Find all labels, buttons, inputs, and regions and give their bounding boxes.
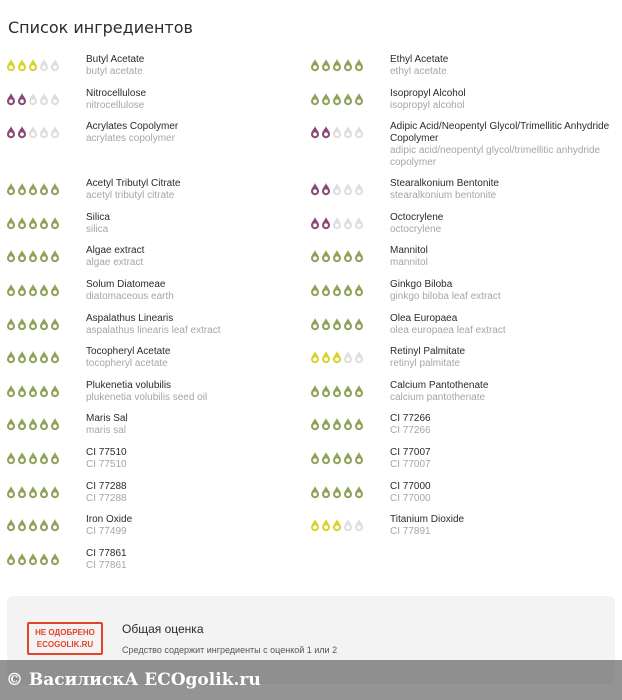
ingredient-name[interactable]: Solum Diatomeae [86,278,166,290]
rating-drop-icon [321,283,331,297]
stamp-line-1: НЕ ОДОБРЕНО [35,628,95,637]
rating-drop-icon [28,182,38,196]
ingredient-name[interactable]: CI 77266 [390,413,431,425]
ingredient-inci-name: maris sal [86,425,127,437]
safety-rating [310,313,390,337]
ingredients-left-column [6,54,306,581]
safety-rating [6,88,86,112]
rating-drop-icon [354,451,364,465]
ingredient-row[interactable] [6,346,306,380]
rating-drop-icon [310,283,320,297]
rating-drop-icon [50,182,60,196]
ingredient-inci-name: CI 77510 [86,458,127,470]
rating-drop-icon [310,58,320,72]
safety-rating [310,121,390,145]
rating-drop-icon [6,317,16,331]
ingredient-name[interactable]: Iron Oxide [86,514,133,526]
rating-drop-icon [6,417,16,431]
rating-drop-icon [332,249,342,263]
rating-drop-icon [50,518,60,532]
ingredient-inci-name: CI 77266 [390,425,431,437]
safety-rating [6,313,86,337]
ingredient-inci-name: olea europaea leaf extract [390,324,506,336]
rating-drop-icon [354,485,364,499]
rating-drop-icon [39,216,49,230]
rating-drop-icon [17,283,27,297]
ingredient-row[interactable] [310,245,620,279]
rating-drop-icon [354,92,364,106]
rating-drop-icon [17,317,27,331]
page-title: Список ингредиентов [8,18,193,37]
ingredient-row[interactable] [310,88,620,122]
ingredient-row[interactable] [6,380,306,414]
rating-drop-icon [332,182,342,196]
rating-drop-icon [50,485,60,499]
rating-drop-icon [6,552,16,566]
ingredient-name[interactable]: Aspalathus Linearis [86,312,174,324]
rating-drop-icon [310,485,320,499]
ingredient-name[interactable]: Isopropyl Alcohol [390,87,466,99]
rating-drop-icon [343,384,353,398]
rating-drop-icon [6,125,16,139]
safety-rating [310,346,390,370]
rating-drop-icon [28,451,38,465]
rating-drop-icon [17,92,27,106]
rating-drop-icon [310,417,320,431]
ingredient-name[interactable]: Stearalkonium Bentonite [390,178,499,190]
rating-drop-icon [28,417,38,431]
ingredient-inci-name: mannitol [390,257,428,269]
rating-drop-icon [28,317,38,331]
rating-drop-icon [39,317,49,331]
rating-drop-icon [50,451,60,465]
ingredient-row[interactable] [310,413,620,447]
safety-rating [310,380,390,404]
rating-drop-icon [332,317,342,331]
ingredient-row[interactable] [310,313,620,347]
rating-drop-icon [28,58,38,72]
ingredient-name[interactable]: Olea Europaea [390,312,458,324]
rating-drop-icon [321,317,331,331]
ingredient-name[interactable]: Acetyl Tributyl Citrate [86,178,181,190]
rating-drop-icon [332,384,342,398]
ingredient-inci-name: acrylates copolymer [86,133,175,145]
ingredient-name[interactable]: Plukenetia volubilis [86,379,172,391]
rating-drop-icon [50,249,60,263]
rating-drop-icon [17,417,27,431]
rating-drop-icon [310,384,320,398]
rating-drop-icon [17,451,27,465]
ingredient-inci-name: CI 77288 [86,492,127,504]
rating-drop-icon [332,58,342,72]
safety-rating [6,413,86,437]
rating-drop-icon [6,182,16,196]
ingredient-inci-name: plukenetia volubilis seed oil [86,391,208,403]
rating-drop-icon [343,283,353,297]
rating-drop-icon [343,92,353,106]
rating-drop-icon [17,58,27,72]
ingredient-name[interactable]: Algae extract [86,245,145,257]
overall-rating-text: Средство содержит ингредиенты с оценкой 1 или 2 [122,645,338,655]
ingredient-name[interactable]: CI 77510 [86,446,127,458]
rating-drop-icon [39,350,49,364]
rating-drop-icon [354,317,364,331]
safety-rating [6,481,86,505]
rating-drop-icon [310,182,320,196]
rating-drop-icon [343,350,353,364]
ingredient-row[interactable] [310,514,620,548]
rating-drop-icon [6,216,16,230]
rating-drop-icon [354,384,364,398]
rating-drop-icon [310,92,320,106]
safety-rating [6,178,86,202]
safety-rating [6,245,86,269]
ingredient-inci-name: diatomaceous earth [86,290,174,302]
rating-drop-icon [321,451,331,465]
safety-rating [310,245,390,269]
rating-drop-icon [354,125,364,139]
ingredient-inci-name: CI 77861 [86,559,127,571]
rating-drop-icon [28,384,38,398]
rating-drop-icon [39,283,49,297]
rating-drop-icon [354,283,364,297]
rating-drop-icon [28,283,38,297]
rating-drop-icon [39,451,49,465]
ingredient-row[interactable] [310,121,620,178]
rating-drop-icon [6,485,16,499]
rating-drop-icon [28,350,38,364]
rating-drop-icon [6,283,16,297]
rating-drop-icon [28,249,38,263]
rating-drop-icon [321,485,331,499]
ingredient-row[interactable] [6,514,306,548]
ingredient-row[interactable] [6,279,306,313]
ingredient-inci-name: algae extract [86,257,144,269]
rating-drop-icon [332,92,342,106]
safety-rating [310,54,390,78]
rating-drop-icon [321,58,331,72]
ingredient-row[interactable] [6,121,306,178]
rating-drop-icon [17,216,27,230]
safety-rating [6,380,86,404]
rating-drop-icon [343,451,353,465]
ingredient-name[interactable]: Tocopheryl Acetate [86,346,171,358]
ingredient-name[interactable]: Ethyl Acetate [390,54,449,65]
ingredient-name[interactable]: Maris Sal [86,413,128,425]
rating-drop-icon [310,518,320,532]
rating-drop-icon [6,384,16,398]
ingredient-row[interactable] [310,178,620,212]
ingredient-inci-name: calcium pantothenate [390,391,486,403]
rating-drop-icon [50,92,60,106]
ingredient-inci-name: CI 77007 [390,458,431,470]
ingredient-inci-name: adipic acid/neopentyl glycol/trimellitic anhydride copolymer [390,145,601,169]
ingredients-right-column [310,54,620,548]
ingredient-row[interactable] [310,54,620,88]
rating-drop-icon [310,216,320,230]
safety-rating [6,54,86,78]
rating-drop-icon [50,317,60,331]
rating-drop-icon [354,417,364,431]
rating-drop-icon [39,518,49,532]
stamp-line-2: ECOGOLIK.RU [36,640,94,649]
ingredient-name[interactable]: Mannitol [390,245,428,257]
rating-drop-icon [17,485,27,499]
rating-drop-icon [321,92,331,106]
rating-drop-icon [6,518,16,532]
ingredient-name[interactable]: Adipic Acid/Neopentyl Glycol/Trimellitic Anhydride Copolymer [390,121,610,145]
safety-rating [310,447,390,471]
ingredient-row[interactable] [6,88,306,122]
rating-drop-icon [17,125,27,139]
ingredient-name[interactable]: CI 77288 [86,480,127,492]
ingredient-inci-name: CI 77000 [390,492,431,504]
rating-drop-icon [354,58,364,72]
ingredient-inci-name: octocrylene [390,223,442,235]
rating-drop-icon [50,283,60,297]
rating-drop-icon [39,485,49,499]
rating-drop-icon [39,552,49,566]
rating-drop-icon [343,249,353,263]
ingredient-name[interactable]: Octocrylene [390,211,444,223]
safety-rating [310,481,390,505]
ingredient-name[interactable]: Titanium Dioxide [390,514,465,526]
rating-drop-icon [50,216,60,230]
rating-drop-icon [50,58,60,72]
ingredient-row[interactable] [6,178,306,212]
rating-drop-icon [343,417,353,431]
rating-drop-icon [310,451,320,465]
ingredient-inci-name: aspalathus linearis leaf extract [86,324,221,336]
rating-drop-icon [6,92,16,106]
rating-drop-icon [28,552,38,566]
ingredient-inci-name: tocopheryl acetate [86,358,168,370]
rating-drop-icon [343,317,353,331]
ingredient-name[interactable]: CI 77007 [390,446,431,458]
rating-drop-icon [39,58,49,72]
rating-drop-icon [321,125,331,139]
ingredient-inci-name: isopropyl alcohol [390,99,465,111]
rating-drop-icon [321,182,331,196]
ingredient-name[interactable]: Acrylates Copolymer [86,121,179,133]
rating-drop-icon [6,350,16,364]
rating-drop-icon [332,125,342,139]
ingredient-row[interactable] [6,313,306,347]
rating-drop-icon [332,518,342,532]
safety-rating [310,178,390,202]
rating-drop-icon [28,92,38,106]
rating-drop-icon [28,518,38,532]
safety-rating [6,514,86,538]
rating-drop-icon [332,417,342,431]
rating-drop-icon [17,552,27,566]
ingredient-row[interactable] [6,245,306,279]
watermark: © ВасилискА ECOgolik.ru [0,660,622,700]
rating-drop-icon [6,58,16,72]
rating-drop-icon [332,283,342,297]
safety-rating [6,121,86,145]
rating-drop-icon [28,485,38,499]
rating-drop-icon [343,216,353,230]
rating-drop-icon [354,518,364,532]
safety-rating [6,279,86,303]
ingredient-row[interactable] [310,346,620,380]
ingredient-inci-name: ginkgo biloba leaf extract [390,290,501,302]
ingredient-name[interactable]: Ginkgo Biloba [390,278,453,290]
rating-drop-icon [39,249,49,263]
rating-drop-icon [310,249,320,263]
rating-drop-icon [332,451,342,465]
ingredient-row[interactable] [6,212,306,246]
ingredient-row[interactable] [310,380,620,414]
safety-rating [310,413,390,437]
rating-drop-icon [6,451,16,465]
rating-drop-icon [332,485,342,499]
rating-drop-icon [17,384,27,398]
rating-drop-icon [321,350,331,364]
rating-drop-icon [310,317,320,331]
ingredient-inci-name: retinyl palmitate [390,358,461,370]
ingredient-row[interactable] [310,279,620,313]
rating-drop-icon [39,182,49,196]
ingredient-row[interactable] [6,54,306,88]
rating-drop-icon [50,417,60,431]
rating-drop-icon [354,249,364,263]
ingredient-row[interactable] [310,212,620,246]
rating-drop-icon [17,182,27,196]
ingredient-name[interactable]: Calcium Pantothenate [390,379,489,391]
ingredient-row[interactable] [6,548,306,582]
rating-drop-icon [39,417,49,431]
ingredient-row[interactable] [310,447,620,481]
rating-drop-icon [343,125,353,139]
ingredient-inci-name: nitrocellulose [86,99,145,111]
rating-drop-icon [321,249,331,263]
ingredient-inci-name: acetyl tributyl citrate [86,190,175,202]
rating-drop-icon [17,350,27,364]
safety-rating [310,88,390,112]
rating-drop-icon [343,58,353,72]
ingredient-name[interactable]: Butyl Acetate [86,54,145,65]
rating-drop-icon [50,125,60,139]
rating-drop-icon [343,182,353,196]
safety-rating [6,548,86,572]
rating-drop-icon [50,350,60,364]
ingredient-row[interactable] [6,447,306,481]
rating-drop-icon [17,249,27,263]
rating-drop-icon [332,350,342,364]
rating-drop-icon [332,216,342,230]
ingredient-name[interactable]: Silica [86,211,110,223]
safety-rating [6,346,86,370]
rating-drop-icon [39,384,49,398]
ingredient-row[interactable] [6,481,306,515]
rating-drop-icon [321,384,331,398]
overall-rating-title: Общая оценка [122,622,204,636]
safety-rating [310,514,390,538]
safety-rating [310,279,390,303]
ingredient-inci-name: ethyl acetate [390,66,447,77]
safety-rating [6,212,86,236]
ingredient-inci-name: stearalkonium bentonite [390,190,497,202]
not-approved-stamp [27,622,103,655]
rating-drop-icon [310,125,320,139]
rating-drop-icon [50,384,60,398]
rating-drop-icon [28,216,38,230]
ingredient-inci-name: CI 77499 [86,526,127,538]
ingredient-inci-name: silica [86,223,109,235]
safety-rating [310,212,390,236]
ingredient-inci-name: CI 77891 [390,526,431,538]
ingredient-inci-name: butyl acetate [86,66,143,77]
rating-drop-icon [28,125,38,139]
rating-drop-icon [354,216,364,230]
ingredient-row[interactable] [6,413,306,447]
rating-drop-icon [50,552,60,566]
rating-drop-icon [321,216,331,230]
rating-drop-icon [6,249,16,263]
rating-drop-icon [17,518,27,532]
rating-drop-icon [39,92,49,106]
rating-drop-icon [343,485,353,499]
rating-drop-icon [39,125,49,139]
rating-drop-icon [343,518,353,532]
safety-rating [6,447,86,471]
rating-drop-icon [354,182,364,196]
ingredient-row[interactable] [310,481,620,515]
rating-drop-icon [354,350,364,364]
ingredient-name[interactable]: CI 77000 [390,480,431,492]
rating-drop-icon [321,417,331,431]
rating-drop-icon [310,350,320,364]
rating-drop-icon [321,518,331,532]
ingredient-name[interactable]: CI 77861 [86,547,127,559]
ingredient-name[interactable]: Nitrocellulose [86,87,147,99]
ingredient-name[interactable]: Retinyl Palmitate [390,346,466,358]
